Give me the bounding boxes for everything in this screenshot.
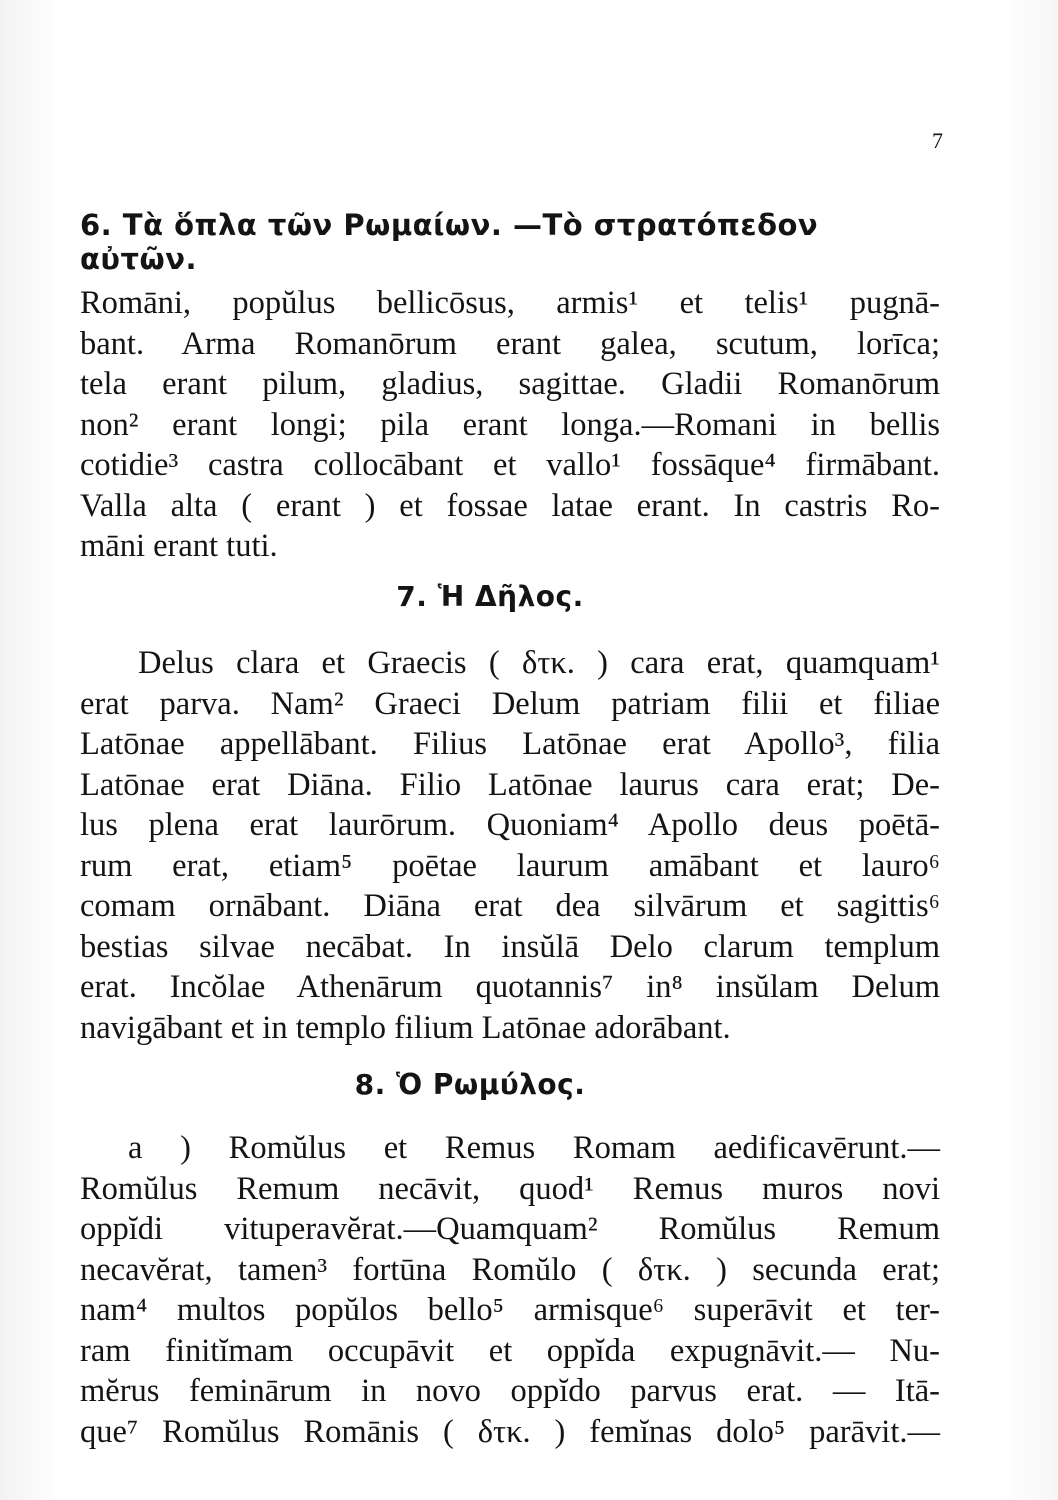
section-7-heading: 7. Ἡ Δῆλος. — [396, 580, 584, 613]
text-line: Valla alta ( erant ) et fossae latae erant. In castris Ro- — [80, 487, 940, 524]
text-line: mĕrus feminārum in novo oppĭdo parvus erat. — Itā- — [80, 1373, 940, 1409]
text-line: que⁷ Romŭlus Romānis ( δτκ. ) femĭnas dolo⁵ parāvit.— — [80, 1413, 940, 1450]
page-number: 7 — [932, 128, 943, 153]
text-line: cotidie³ castra collocābant et vallo¹ fossāque⁴ firmābant. — [80, 447, 940, 483]
section-6-paragraph — [80, 283, 940, 567]
text-line: Romŭlus Remum necāvit, quod¹ Remus muros novi — [80, 1170, 940, 1207]
text-line: rum erat, etiam⁵ poētae laurum amābant et lauro⁶ — [80, 847, 940, 884]
text-line: oppĭdi vituperavĕrat.—Quamquam² Romŭlus Remum — [80, 1211, 940, 1247]
text-line: non² erant longi; pila erant longa.—Romani in bellis — [80, 406, 940, 443]
text-line: Latōnae erat Diāna. Filio Latōnae laurus cara erat; De- — [80, 766, 940, 803]
text-line: erat parva. Nam² Graeci Delum patriam filii et filiae — [80, 685, 940, 722]
text-line: a ) Romŭlus et Remus Romam aedificavērunt.— — [128, 1130, 940, 1166]
section-8-heading: 8. Ὁ Ρωμύλος. — [354, 1068, 586, 1101]
text-line: nam⁴ multos popŭlos bello⁵ armisque⁶ superāvit et ter- — [80, 1292, 940, 1328]
text-line: ram finitĭmam occupāvit et oppĭda expugnāvit.— Nu- — [80, 1332, 940, 1369]
text-line: lus plena erat laurōrum. Quoniam⁴ Apollo deus poētā- — [80, 807, 940, 843]
text-line: erat. Incŏlae Athenārum quotannis⁷ in⁸ insŭlam Delum — [80, 969, 940, 1005]
text-line: māni erant tuti. — [80, 528, 278, 564]
section-8-paragraph — [80, 1128, 940, 1452]
text-line: bestias silvae necābat. In insŭlā Delo clarum templum — [80, 928, 940, 965]
text-line: comam ornābant. Diāna erat dea silvārum et sagittis⁶ — [80, 888, 940, 924]
text-line: necavĕrat, tamen³ fortūna Romŭlo ( δτκ. ) secunda erat; — [80, 1251, 940, 1288]
text-line: tela erant pilum, gladius, sagittae. Gladii Romanōrum — [80, 366, 940, 402]
text-line: navigābant et in templo filium Latōnae adorābant. — [80, 1009, 731, 1046]
text-line: Latōnae appellābant. Filius Latōnae erat Apollo³, filia — [80, 726, 940, 762]
text-line: bant. Arma Romanōrum erant galea, scutum, lorīca; — [80, 325, 940, 362]
text-line: Romāni, popŭlus bellicōsus, armis¹ et telis¹ pugnā- — [80, 285, 940, 321]
text-line: Delus clara et Graecis ( δτκ. ) cara erat, quamquam¹ — [138, 645, 940, 681]
section-6-heading: 6. Τὰ ὅπλα τῶν Ρωμαίων. —Τὸ στρατόπεδον αὐτῶν. — [80, 208, 819, 276]
section-7-paragraph — [80, 643, 940, 1048]
